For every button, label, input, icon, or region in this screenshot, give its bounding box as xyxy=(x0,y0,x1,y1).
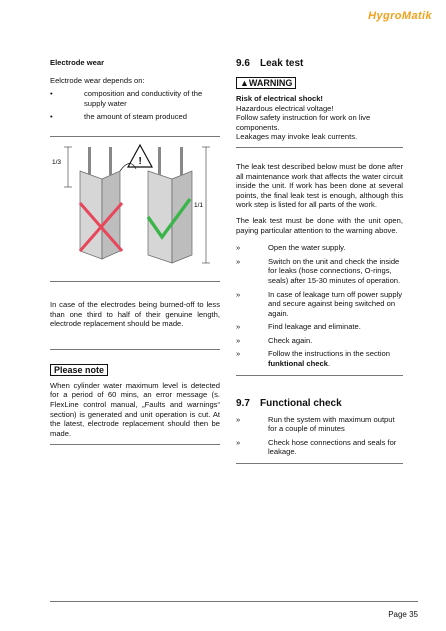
step-text: Check hose connections and seals for leakage. xyxy=(268,437,397,457)
section-title: Functional check xyxy=(260,397,342,409)
step-text: Check again. xyxy=(268,335,313,345)
label-full: 1/1 xyxy=(194,201,204,209)
warning-line: Leakages may invoke leak currents. xyxy=(236,132,358,142)
step-text: Switch on the unit and check the inside for leaks (hose connections, O-rings, seals) after 15-30 minutes of operation. xyxy=(268,256,401,285)
warning-line: Hazardous electrical voltage! xyxy=(236,103,334,113)
divider xyxy=(50,349,220,350)
warning-icon: ▲ xyxy=(240,78,249,88)
divider xyxy=(50,136,220,137)
divider xyxy=(236,375,403,376)
bullet-item xyxy=(50,112,220,122)
warning-box xyxy=(236,77,296,89)
note-text: When cylinder water maximum level is detected for a period of 60 mins, an error message (s. FlexLine control manual, „Faults and warnings“ section) is generated and unit operation is cut. At the latest, electrode replacement should then be made. xyxy=(50,380,220,438)
right-column xyxy=(236,58,403,464)
section-title: Leak test xyxy=(260,58,304,69)
bullet-text: composition and conductivity of the supply water xyxy=(84,89,203,108)
step-item xyxy=(236,243,403,253)
brand-logo: HygroMatik xyxy=(368,10,432,22)
left-column xyxy=(50,58,220,445)
section-heading-functional-check xyxy=(236,398,403,409)
bullet-text: the amount of steam produced xyxy=(84,112,188,122)
page-number: Page 35 xyxy=(388,610,418,619)
step-marker: » xyxy=(236,437,241,447)
section-number: 9.7 xyxy=(236,397,250,409)
divider xyxy=(50,444,220,445)
bullet-dot-icon: • xyxy=(50,89,53,99)
electrode-wear-figure xyxy=(50,141,220,271)
step-item xyxy=(236,257,403,286)
step-text: In case of leakage turn off power supply and secure against being switched on again. xyxy=(268,289,403,318)
step-text: Find leakage and eliminate. xyxy=(268,322,361,332)
divider xyxy=(50,281,220,282)
step-text: Open the water supply. xyxy=(268,243,346,253)
step-item xyxy=(236,438,403,457)
step-text: Follow the instructions in the section xyxy=(268,349,390,359)
section-heading-leak-test xyxy=(236,58,403,69)
step-item xyxy=(236,322,403,332)
electrode-wear-intro: Eelctrode wear depends on: xyxy=(50,75,145,85)
step-item xyxy=(236,349,403,368)
section-number: 9.6 xyxy=(236,58,250,69)
step-marker: » xyxy=(236,322,241,332)
note-box-wrap xyxy=(50,360,220,378)
step-marker: » xyxy=(236,256,241,266)
step-marker: » xyxy=(236,289,241,299)
divider xyxy=(236,147,403,148)
step-tail: . xyxy=(327,359,331,369)
bullet-item xyxy=(50,89,220,108)
leak-test-paragraph-2: The leak test must be done with the unit open, paying particular attention to the warning above. xyxy=(236,215,403,235)
step-text: Run the system with maximum output for a couple of minutes xyxy=(268,414,395,434)
electrode-wear-heading: Electrode wear xyxy=(50,58,105,67)
divider xyxy=(236,463,403,464)
step-text-wrap xyxy=(268,349,390,368)
step-marker: » xyxy=(236,349,241,359)
electrode-replacement-text: In case of the electrodes being burned-off to less than one third to half of their genuine length, electrode replacement should be made. xyxy=(50,299,220,329)
step-marker: » xyxy=(236,335,241,345)
svg-text:!: ! xyxy=(138,155,142,167)
step-item xyxy=(236,415,403,434)
label-third: 1/3 xyxy=(52,158,62,166)
step-item xyxy=(236,336,403,346)
leak-test-paragraph: The leak test described below must be done after all maintenance work that affects the water circuit inside the unit. If work has been done at several points, the final leak test is enough, although this work step is listed for all parts of the work. xyxy=(236,161,403,210)
warning-line: Follow safety instruction for work on live components. xyxy=(236,113,371,132)
please-note-label: Please note xyxy=(50,364,108,376)
step-link-text: funktional check xyxy=(268,359,328,369)
warning-heading: Risk of electrical shock! xyxy=(236,94,323,103)
bullet-dot-icon: • xyxy=(50,112,53,122)
step-item xyxy=(236,290,403,319)
step-marker: » xyxy=(236,243,241,253)
warning-label: WARNING xyxy=(248,78,293,88)
step-marker: » xyxy=(236,414,241,424)
footer-rule xyxy=(50,601,418,602)
